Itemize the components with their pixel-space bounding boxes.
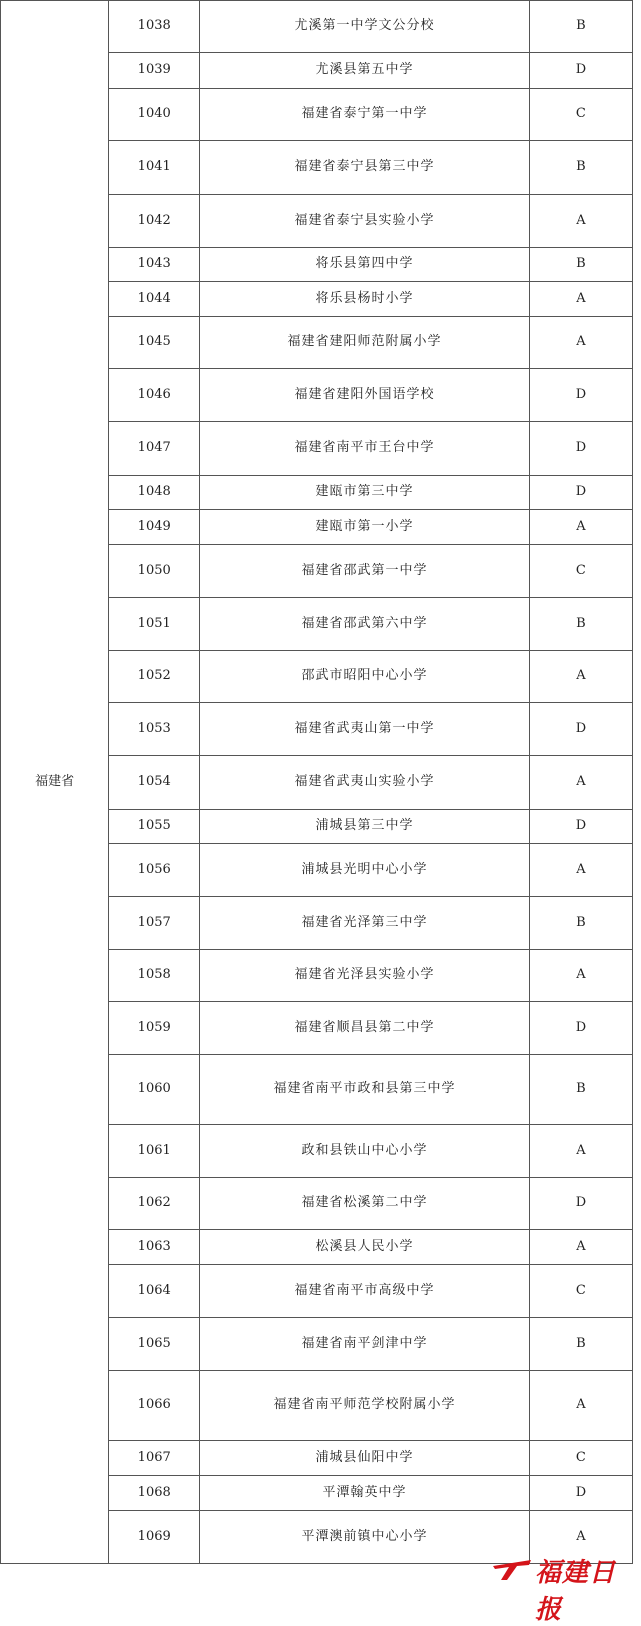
id-cell: 1050	[109, 545, 200, 598]
school-name-cell: 福建省泰宁第一中学	[200, 89, 530, 141]
grade-cell: B	[529, 1055, 632, 1125]
id-cell: 1065	[109, 1318, 200, 1371]
grade-cell: D	[529, 1002, 632, 1055]
grade-cell: A	[529, 756, 632, 810]
school-name-cell: 福建省南平市王台中学	[200, 422, 530, 476]
school-name-cell: 浦城县第三中学	[200, 810, 530, 844]
id-cell: 1052	[109, 651, 200, 703]
school-name-cell: 福建省建阳师范附属小学	[200, 317, 530, 369]
id-cell: 1054	[109, 756, 200, 810]
id-cell: 1057	[109, 897, 200, 950]
school-name-cell: 建瓯市第三中学	[200, 476, 530, 510]
grade-cell: A	[529, 651, 632, 703]
id-cell: 1039	[109, 53, 200, 89]
id-cell: 1044	[109, 282, 200, 317]
grade-cell: A	[529, 844, 632, 897]
school-name-cell: 福建省顺昌县第二中学	[200, 1002, 530, 1055]
school-name-cell: 福建省南平师范学校附属小学	[200, 1371, 530, 1441]
school-name-cell: 福建省松溪第二中学	[200, 1178, 530, 1230]
grade-cell: A	[529, 1125, 632, 1178]
school-name-cell: 福建省建阳外国语学校	[200, 369, 530, 422]
id-cell: 1060	[109, 1055, 200, 1125]
id-cell: 1049	[109, 510, 200, 545]
id-cell: 1061	[109, 1125, 200, 1178]
school-name-cell: 福建省泰宁县第三中学	[200, 141, 530, 195]
grade-cell: A	[529, 950, 632, 1002]
table-body	[1, 1, 633, 1564]
id-cell: 1048	[109, 476, 200, 510]
watermark-text: 福建日报	[535, 1558, 617, 1625]
grade-cell: A	[529, 1371, 632, 1441]
id-cell: 1045	[109, 317, 200, 369]
school-name-cell: 松溪县人民小学	[200, 1230, 530, 1265]
id-cell: 1067	[109, 1441, 200, 1476]
id-cell: 1062	[109, 1178, 200, 1230]
id-cell: 1046	[109, 369, 200, 422]
school-name-cell: 将乐县杨时小学	[200, 282, 530, 317]
school-name-cell: 平潭澳前镇中心小学	[200, 1511, 530, 1564]
school-name-cell: 福建省武夷山第一中学	[200, 703, 530, 756]
school-name-cell: 福建省邵武第六中学	[200, 598, 530, 651]
school-name-cell: 福建省南平市高级中学	[200, 1265, 530, 1318]
school-name-cell: 福建省南平剑津中学	[200, 1318, 530, 1371]
id-cell: 1055	[109, 810, 200, 844]
grade-cell: B	[529, 897, 632, 950]
grade-cell: D	[529, 1178, 632, 1230]
grade-cell: D	[529, 476, 632, 510]
grade-cell: D	[529, 1476, 632, 1511]
school-name-cell: 福建省光泽第三中学	[200, 897, 530, 950]
id-cell: 1041	[109, 141, 200, 195]
id-cell: 1064	[109, 1265, 200, 1318]
id-cell: 1042	[109, 195, 200, 248]
table-row	[1, 1, 633, 53]
school-name-cell: 福建省光泽县实验小学	[200, 950, 530, 1002]
id-cell: 1068	[109, 1476, 200, 1511]
id-cell: 1040	[109, 89, 200, 141]
id-cell: 1058	[109, 950, 200, 1002]
school-name-cell: 邵武市昭阳中心小学	[200, 651, 530, 703]
grade-cell: D	[529, 369, 632, 422]
grade-cell: C	[529, 1265, 632, 1318]
grade-cell: C	[529, 89, 632, 141]
id-cell: 1038	[109, 1, 200, 53]
school-name-cell: 尤溪第一中学文公分校	[200, 1, 530, 53]
id-cell: 1056	[109, 844, 200, 897]
watermark	[491, 1552, 631, 1625]
school-name-cell: 浦城县光明中心小学	[200, 844, 530, 897]
grade-cell: B	[529, 1318, 632, 1371]
id-cell: 1059	[109, 1002, 200, 1055]
grade-cell: A	[529, 1511, 632, 1564]
school-name-cell: 平潭翰英中学	[200, 1476, 530, 1511]
grade-cell: D	[529, 810, 632, 844]
province-cell: 福建省	[1, 1, 109, 1564]
school-name-cell: 福建省邵武第一中学	[200, 545, 530, 598]
id-cell: 1063	[109, 1230, 200, 1265]
red-swoosh-logo-icon	[491, 1558, 535, 1582]
grade-cell: A	[529, 282, 632, 317]
school-name-cell: 尤溪县第五中学	[200, 53, 530, 89]
school-name-cell: 建瓯市第一小学	[200, 510, 530, 545]
grade-cell: C	[529, 545, 632, 598]
school-name-cell: 福建省泰宁县实验小学	[200, 195, 530, 248]
grade-cell: A	[529, 317, 632, 369]
school-name-cell: 福建省南平市政和县第三中学	[200, 1055, 530, 1125]
grade-cell: C	[529, 1441, 632, 1476]
grade-cell: B	[529, 1, 632, 53]
id-cell: 1053	[109, 703, 200, 756]
school-name-cell: 政和县铁山中心小学	[200, 1125, 530, 1178]
id-cell: 1047	[109, 422, 200, 476]
school-name-cell: 将乐县第四中学	[200, 248, 530, 282]
school-name-cell: 浦城县仙阳中学	[200, 1441, 530, 1476]
grade-cell: A	[529, 1230, 632, 1265]
grade-cell: B	[529, 598, 632, 651]
grade-cell: D	[529, 53, 632, 89]
id-cell: 1043	[109, 248, 200, 282]
school-name-cell: 福建省武夷山实验小学	[200, 756, 530, 810]
grade-cell: B	[529, 248, 632, 282]
grade-cell: D	[529, 422, 632, 476]
grade-cell: B	[529, 141, 632, 195]
id-cell: 1051	[109, 598, 200, 651]
id-cell: 1069	[109, 1511, 200, 1564]
grade-cell: D	[529, 703, 632, 756]
grade-cell: A	[529, 510, 632, 545]
id-cell: 1066	[109, 1371, 200, 1441]
grade-cell: A	[529, 195, 632, 248]
